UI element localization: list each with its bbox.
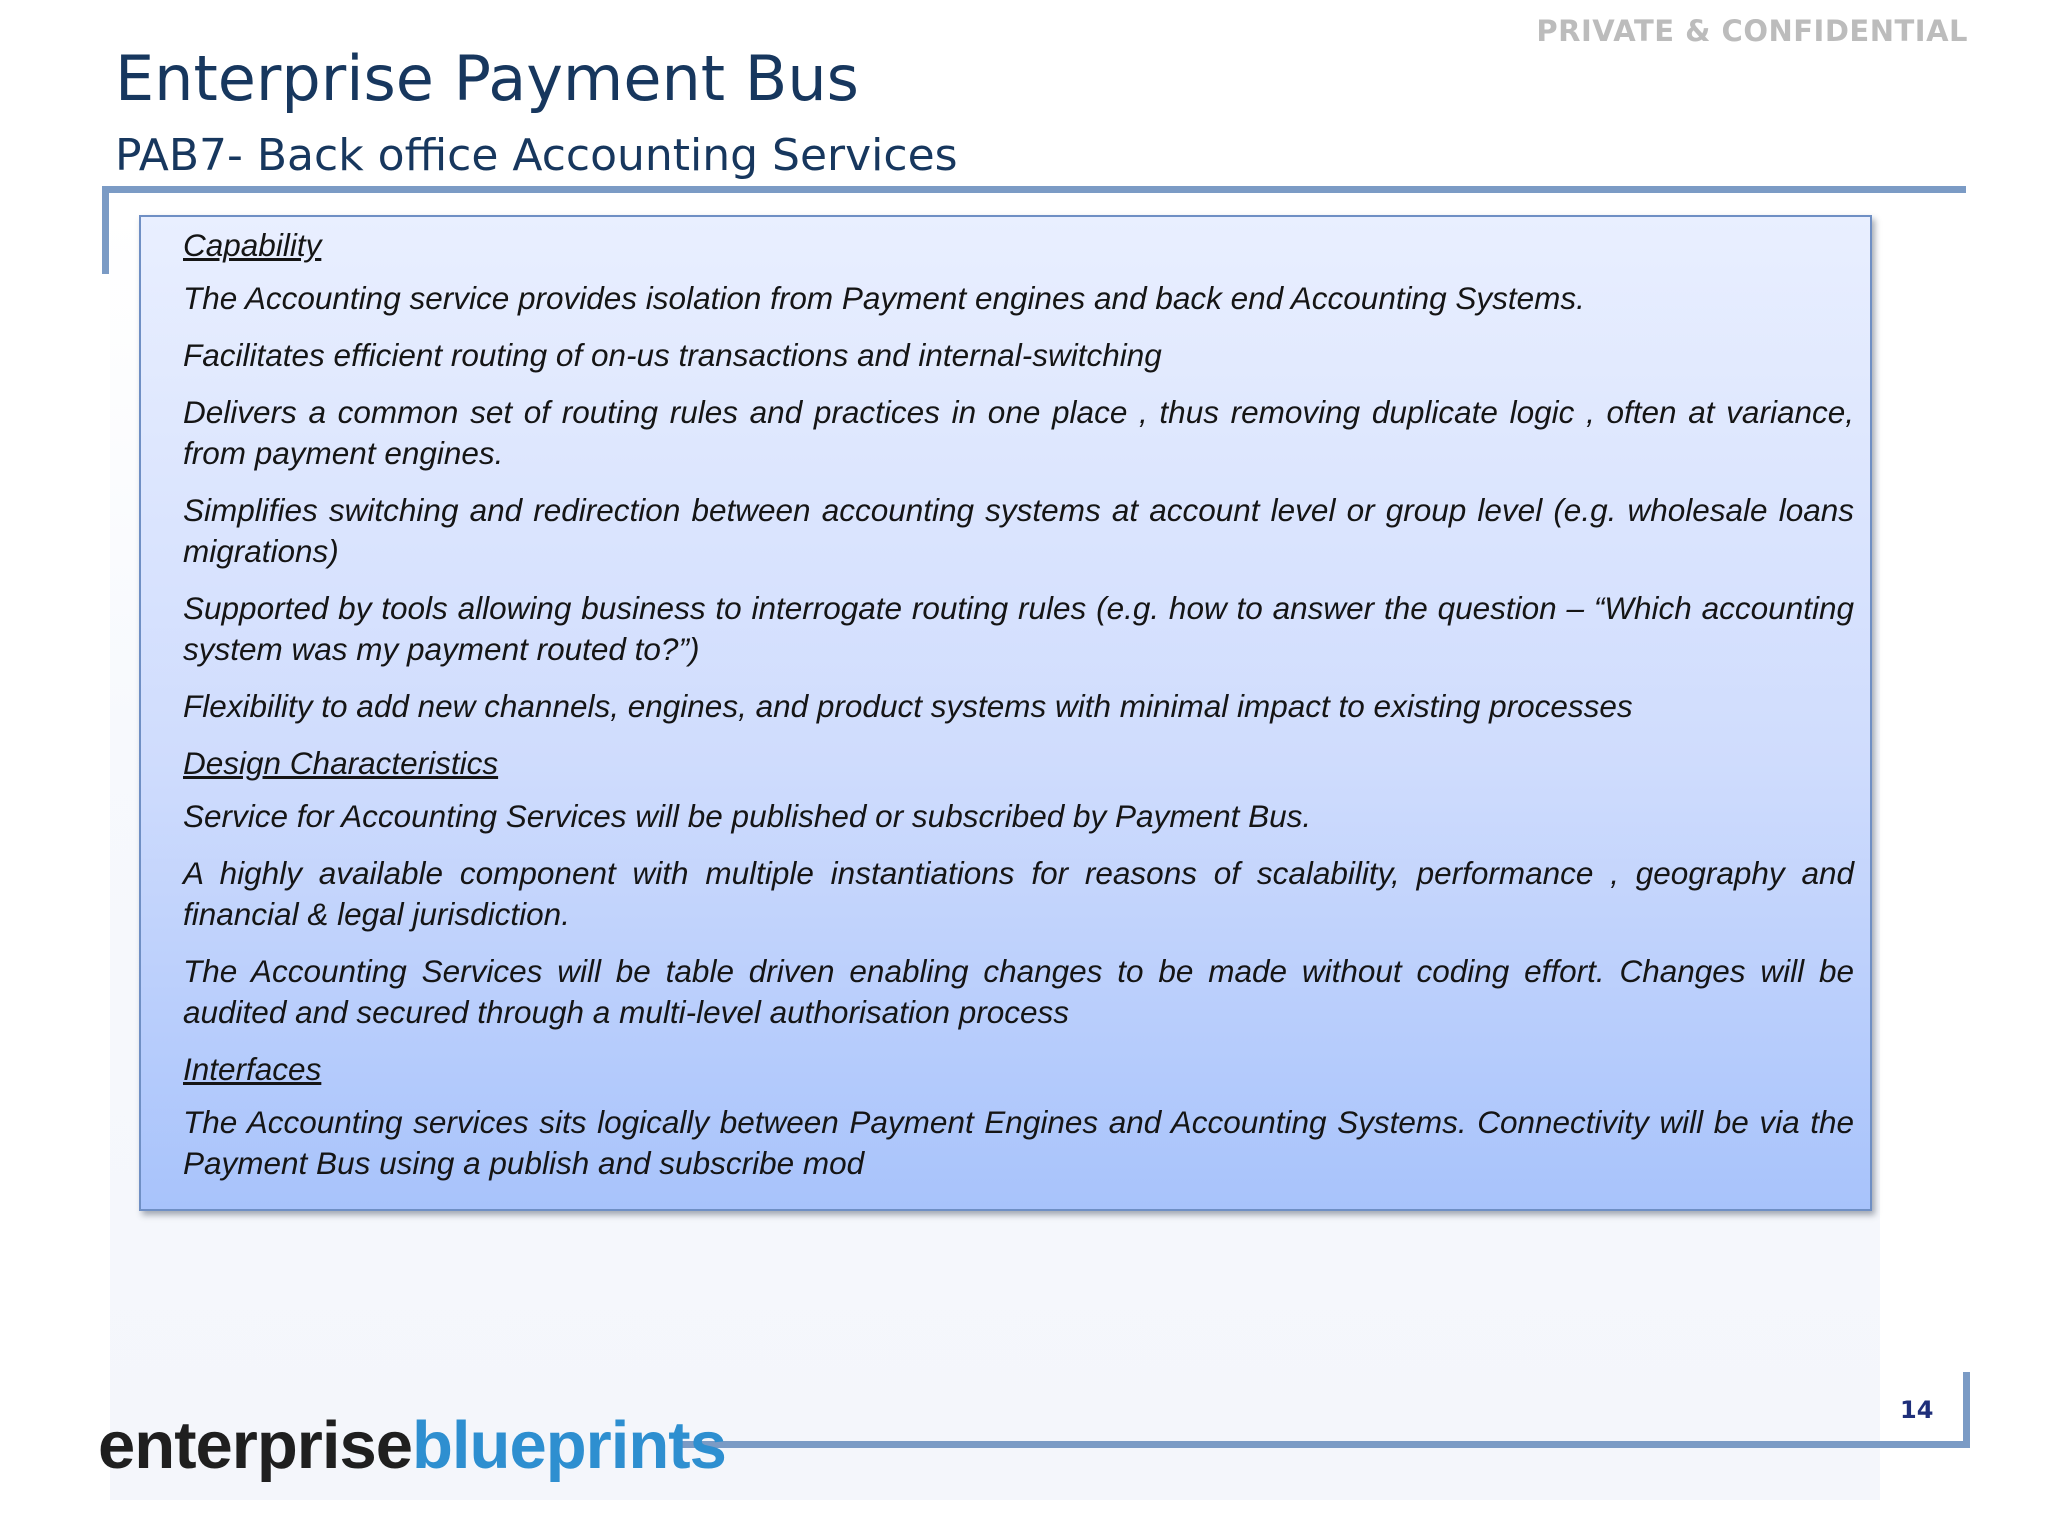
confidential-label: PRIVATE & CONFIDENTIAL [1536,14,1968,48]
design-item: A highly available component with multiple instantiations for reasons of scalability, performance , geography and financial & legal jurisdiction. [183,855,1854,932]
page-number: 14 [1900,1396,1934,1424]
capability-item: Flexibility to add new channels, engines, and product systems with minimal impact to existing processes [183,688,1633,724]
page-subtitle: PAB7- Back office Accounting Services [115,130,958,181]
capability-item: Delivers a common set of routing rules and practices in one place , thus removing duplicate logic , often at variance, from payment engines. [183,394,1854,471]
logo-text-enterprise: enterprise [98,1408,412,1483]
page-title: Enterprise Payment Bus [115,42,859,115]
header-divider-bracket [102,186,109,274]
capability-item: The Accounting service provides isolation from Payment engines and back end Accounting Systems. [183,280,1585,316]
interfaces-heading: Interfaces [183,1051,322,1087]
logo-text-blueprints: blueprints [411,1408,726,1483]
header-divider [102,186,1966,193]
enterprise-blueprints-logo [98,1408,726,1483]
design-item: The Accounting Services will be table driven enabling changes to be made without coding effort. Changes will be audited and secured through a multi-level authorisation process [183,953,1854,1030]
capability-heading: Capability [183,227,322,263]
capability-item: Simplifies switching and redirection between accounting systems at account level or group level (e.g. wholesale loans migrations) [183,492,1854,569]
content-panel [139,215,1872,1211]
design-item: Service for Accounting Services will be published or subscribed by Payment Bus. [183,798,1312,834]
capability-item: Facilitates efficient routing of on-us transactions and internal-switching [183,337,1162,373]
design-heading: Design Characteristics [183,745,499,781]
footer-divider [680,1441,1970,1448]
footer-divider-bracket [1963,1372,1970,1448]
capability-item: Supported by tools allowing business to interrogate routing rules (e.g. how to answer the question – “Which accounting system was my payment routed to?”) [183,590,1854,667]
interfaces-item: The Accounting services sits logically between Payment Engines and Accounting Systems. Connectivity will be via the Payment Bus using a publish and subscribe mod [183,1104,1854,1181]
